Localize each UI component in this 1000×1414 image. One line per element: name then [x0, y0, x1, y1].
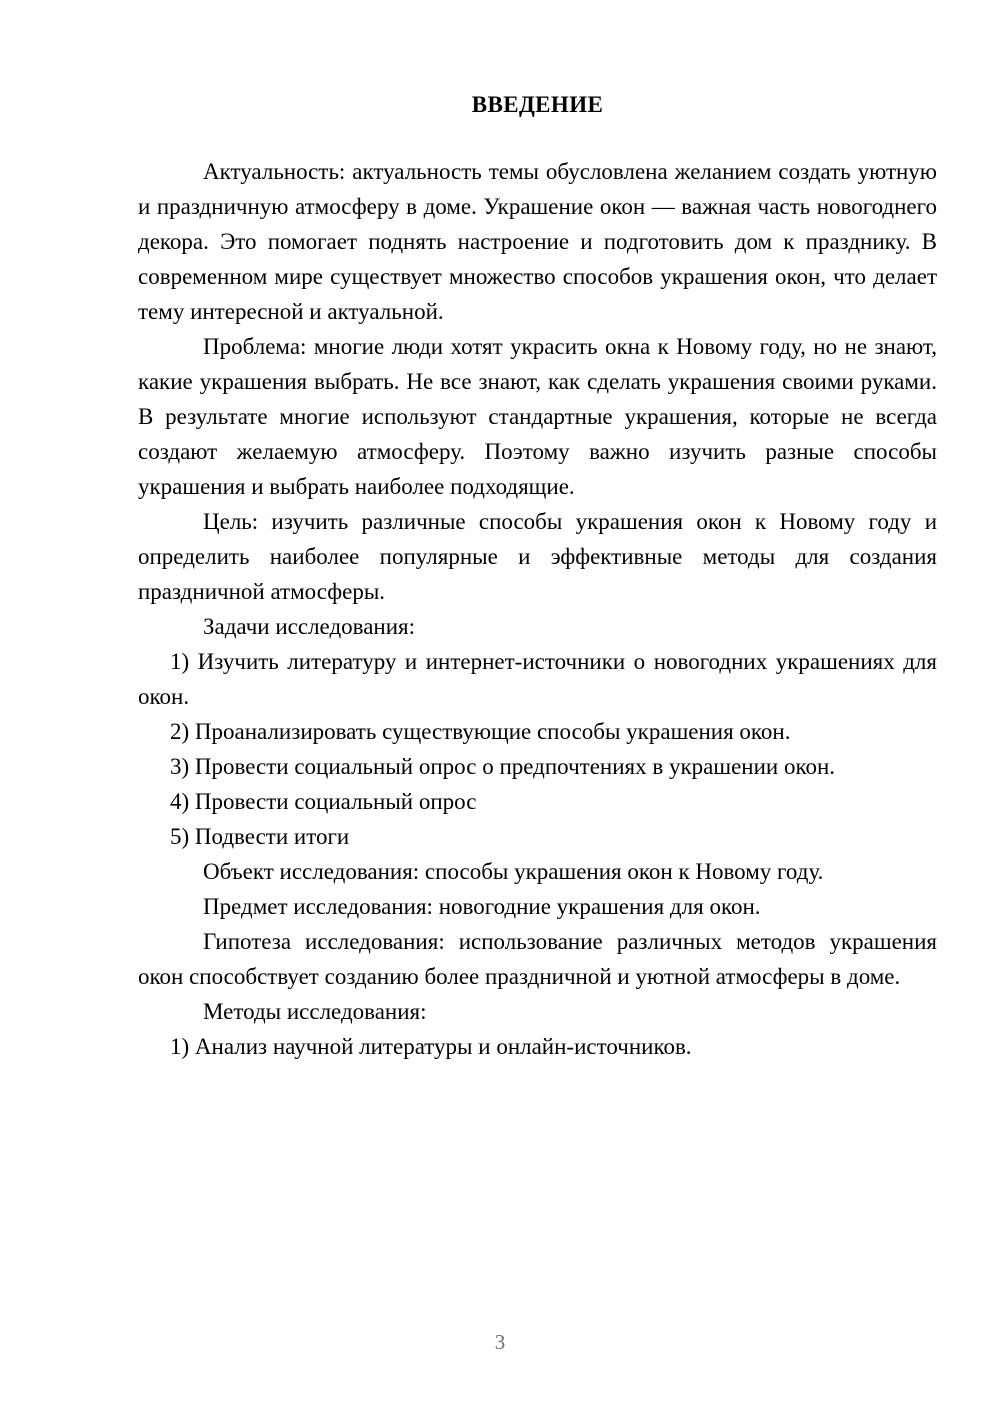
page-number: 3 — [494, 1330, 506, 1354]
paragraph-problem: Проблема: многие люди хотят украсить окна к Новому году, но не знают, какие украшения выбрать. Не все знают, как сделать украшения своими руками. В результате многие используют стандартные украшения, которые не всегда создают желаемую атмосферу. Поэтому важно изучить разные способы украшения и выбрать наиболее подходящие. — [138, 333, 937, 499]
paragraph-hypothesis: Гипотеза исследования: использование различных методов украшения окон способствует созданию более праздничной и уютной атмосферы в доме. — [138, 928, 937, 989]
heading-methods: Методы исследования: — [203, 998, 427, 1024]
list-item-method-1: 1) Анализ научной литературы и онлайн-источников. — [170, 1033, 692, 1059]
list-item-task-4: 4) Провести социальный опрос — [170, 788, 477, 814]
paragraph-object: Объект исследования: способы украшения окон к Новому году. — [203, 858, 824, 884]
list-item-task-5: 5) Подвести итоги — [170, 823, 350, 849]
document-body — [138, 88, 937, 1064]
paragraph-relevance: Актуальность: актуальность темы обусловлена желанием создать уютную и праздничную атмосферу в доме. Украшение окон — важная часть новогоднего декора. Это помогает поднять настроение и подготовить дом к празднику. В современном мире существует множество способов украшения окон, что делает тему интересной и актуальной. — [138, 158, 937, 324]
list-item-task-2: 2) Проанализировать существующие способы украшения окон. — [170, 718, 791, 744]
heading-tasks: Задачи исследования: — [203, 613, 416, 639]
list-item-task-3: 3) Провести социальный опрос о предпочтениях в украшении окон. — [170, 753, 836, 779]
list-item-task-1: 1) Изучить литературу и интернет-источники о новогодних украшениях для окон. — [138, 648, 937, 709]
paragraph-goal: Цель: изучить различные способы украшения окон к Новому году и определить наиболее популярные и эффективные методы для создания праздничной атмосферы. — [138, 508, 937, 604]
paragraph-subject: Предмет исследования: новогодние украшения для окон. — [203, 893, 761, 919]
page-title: ВВЕДЕНИЕ — [471, 92, 604, 117]
